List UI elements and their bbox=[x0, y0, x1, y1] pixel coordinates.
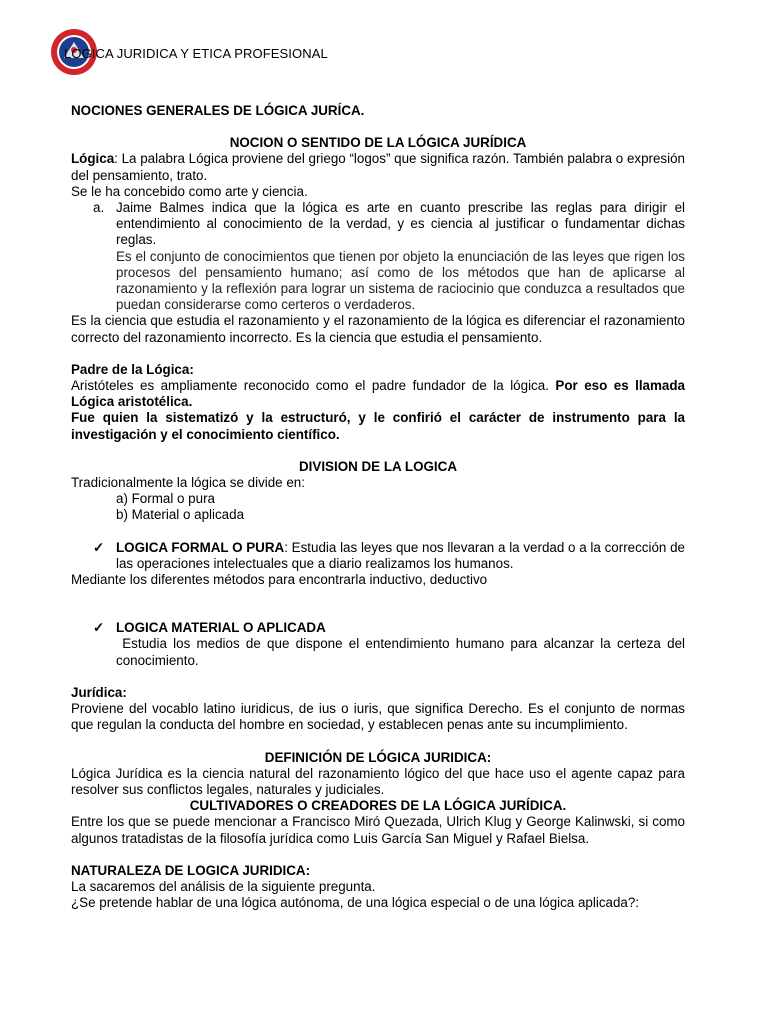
paragraph-metodos: Mediante los diferentes métodos para encontrarla inductivo, deductivo bbox=[71, 572, 488, 588]
list-item-a bbox=[71, 200, 685, 313]
term-logica: Lógica bbox=[71, 151, 115, 167]
item-a-text: Jaime Balmes indica que la lógica es arte en cuanto prescribe las reglas para dirigir el entendimiento al conocimiento de la verdad, y es ciencia al justificar o fundamentar dichas reglas. bbox=[116, 200, 685, 248]
check-item-formal bbox=[71, 540, 685, 572]
paragraph-ciencia: Es la ciencia que estudia el razonamiento y el razonamiento de la lógica es diferenciar el razonamiento correcto del razonamiento incorrecto. Es la ciencia que estudia el pensamiento. bbox=[71, 313, 685, 345]
heading-juridica: Jurídica: bbox=[71, 684, 127, 700]
paragraph-definicion: Lógica Jurídica es la ciencia natural del razonamiento lógico del que hace uso el agente capaz para resolver sus conflictos legales, naturales y judiciales. bbox=[71, 765, 685, 797]
material-text bbox=[116, 636, 685, 668]
formal-paragraph bbox=[116, 540, 685, 572]
check-item-material bbox=[71, 620, 685, 669]
logica-definition: : La palabra Lógica proviene del griego “logos” que significa razón. También palabra o expresión del pensamiento, trato. bbox=[71, 151, 685, 183]
term-formal: LOGICA FORMAL O PURA bbox=[116, 539, 285, 555]
heading-division: DIVISION DE LA LOGICA bbox=[299, 458, 457, 474]
division-intro: Tradicionalmente la lógica se divide en: bbox=[71, 475, 305, 491]
heading-naturaleza: NATURALEZA DE LOGICA JURIDICA: bbox=[71, 862, 311, 878]
division-item-b: b) Material o aplicada bbox=[116, 507, 245, 523]
heading-definicion: DEFINICIÓN DE LÓGICA JURIDICA: bbox=[264, 749, 492, 765]
heading-padre: Padre de la Lógica: bbox=[71, 361, 194, 377]
document-body bbox=[71, 103, 685, 911]
paragraph-padre-bold: Fue quien la sistematizó y la estructuró, y le confirió el carácter de instrumento para la investigación y el conocimiento científico. bbox=[71, 410, 685, 442]
paragraph-naturaleza-2: ¿Se pretende hablar de una lógica autónoma, de una lógica especial o de una lógica aplicada?: bbox=[71, 895, 640, 911]
division-item-a: a) Formal o pura bbox=[116, 491, 215, 507]
list-marker-a: a. bbox=[93, 200, 105, 216]
heading-nocion-sentido: NOCION O SENTIDO DE LA LÓGICA JURÍDICA bbox=[229, 135, 527, 151]
term-material: LOGICA MATERIAL O APLICADA bbox=[116, 620, 326, 636]
heading-nociones: NOCIONES GENERALES DE LÓGICA JURÍCA. bbox=[71, 103, 365, 118]
paragraph-juridica: Proviene del vocablo latino iuridicus, de ius o iuris, que significa Derecho. Es el conjunto de normas que regulan la conducta del hombre en sociedad, y establecen penas ante su incumplimiento. bbox=[71, 701, 685, 733]
header-title: LOGICA JURIDICA Y ETICA PROFESIONAL bbox=[64, 46, 328, 61]
padre-text: Aristóteles es ampliamente reconocido como el padre fundador de la lógica. bbox=[71, 378, 556, 394]
heading-cultivadores: CULTIVADORES O CREADORES DE LA LÓGICA JURÍDICA. bbox=[189, 798, 567, 814]
material-text-span: Estudia los medios de que dispone el entendimiento humano para alcanzar la certeza del conocimiento. bbox=[116, 636, 685, 668]
checkmark-icon: ✓ bbox=[93, 539, 105, 555]
padre-bold: Por eso es llamada Lógica aristotélica. bbox=[71, 378, 685, 410]
item-a-continuation: Es el conjunto de conocimientos que tienen por objeto la enunciación de las leyes que rigen los procesos del pensamiento humano; así como de los métodos que han de aplicarse al razonamiento y la reflexión para lograr un sistema de raciocinio que conduzca a resultados que puedan considerarse como certeros o verdaderos. bbox=[116, 248, 685, 313]
checkmark-icon: ✓ bbox=[93, 620, 105, 636]
paragraph-logica bbox=[71, 151, 685, 183]
paragraph-naturaleza-1: La sacaremos del análisis de la siguiente pregunta. bbox=[71, 878, 376, 894]
paragraph-cultivadores: Entre los que se puede mencionar a Francisco Miró Quezada, Ulrich Klug y George Kalinwski, si como algunos tratadistas de la filosofía jurídica como Luis García San Miguel y Rafael Bielsa. bbox=[71, 814, 685, 846]
paragraph-arte-ciencia: Se le ha concebido como arte y ciencia. bbox=[71, 183, 308, 199]
paragraph-padre bbox=[71, 378, 685, 410]
formal-text: : Estudia las leyes que nos llevaran a la verdad o a la corrección de las operaciones intelectuales que a diario realizamos los humanos. bbox=[116, 539, 686, 571]
